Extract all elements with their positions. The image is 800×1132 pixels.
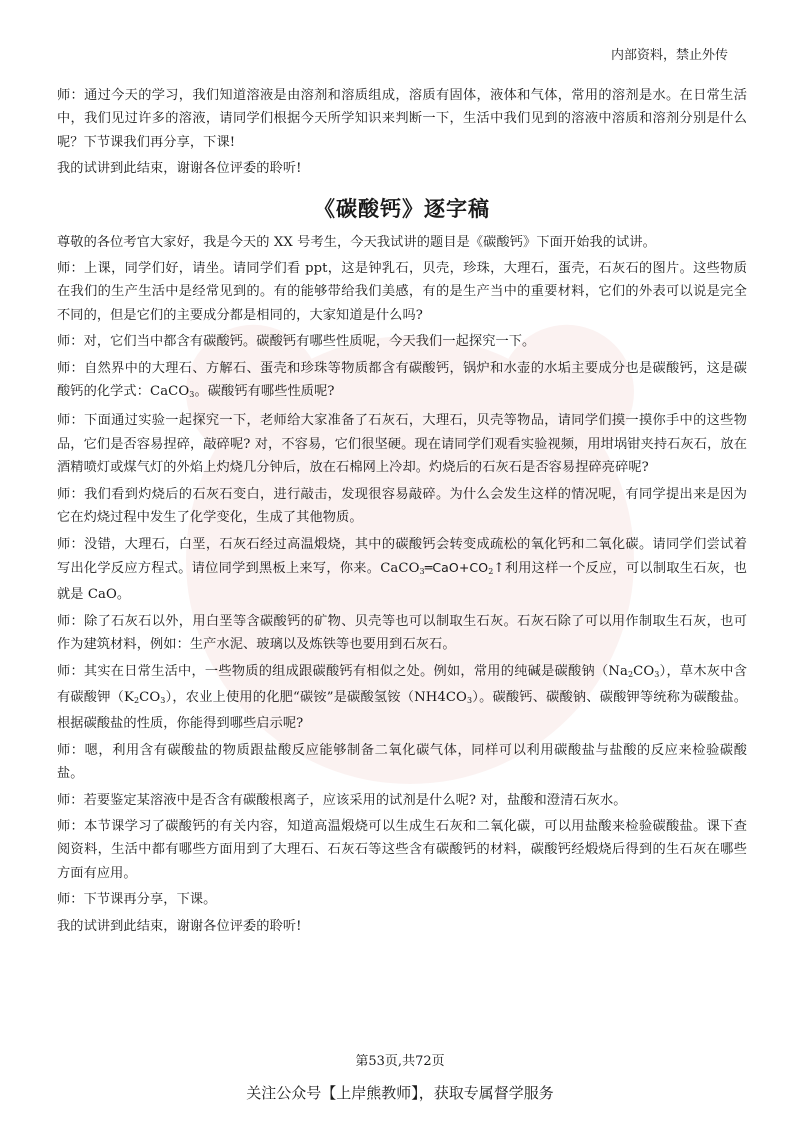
equation-segment: ═CaO+CO — [424, 559, 489, 575]
text-segment: CO — [139, 689, 161, 705]
confidential-note: 内部资料，禁止外传 — [610, 48, 728, 63]
intro-paragraph: 师：通过今天的学习，我们知道溶液是由溶剂和溶质组成，溶质有固体，液体和气体，常用的溶剂是水。在日常生活中，我们见过许多的溶液，请同学们根据今天所学知识来判断一下，生活中我们见到的溶液中溶质和溶剂分别是什么呢？下节课我们再分享，下课! — [57, 88, 747, 150]
paragraph-reagent: 师：若要鉴定某溶液中是否含有碳酸根离子，应该采用的试剂是什么呢? 对，盐酸和澄清石灰水。 — [57, 792, 627, 808]
text-segment: 。碳酸钙有哪些性质呢? — [194, 384, 335, 400]
subscript: 3 — [160, 695, 166, 705]
text-segment: 师：没错，大理石，白垩，石灰石经过高温煅烧，其中的碳酸钙会转变成疏松的氧化钙和二氧化碳。请同学们尝试着写出化学反应方程式。请位同学到黑板上来写，你来。CaCO — [57, 536, 747, 576]
paragraph-class-start: 师：上课，同学们好，请坐。请同学们看 ppt，这是钟乳石，贝壳，珍珠，大理石，蛋壳，石灰石的图片。这些物质在我们的生产生活中是经常见到的。有的能够带给我们美感，有的是生产当中的重要材料，它们的外表可以说是完全不同的，但是它们的主要成分都是相同的，大家知道是什么吗? — [57, 261, 747, 323]
subscript: 3 — [189, 390, 195, 400]
paragraph-formula — [57, 357, 747, 407]
text-segment: ↑利用这样一个反应，可以制取生石灰，也就是 CaO。 — [57, 560, 747, 603]
text-segment: ），草木灰中含有碳酸钾（K — [57, 663, 747, 705]
subscript: 3 — [466, 695, 473, 705]
paragraph-carbonates — [57, 660, 747, 736]
subscript: 2 — [133, 695, 140, 705]
paragraph-greeting: 尊敬的各位考官大家好，我是今天的 XX 号考生，今天我试讲的题目是《碳酸钙》下面开始我的试讲。 — [57, 234, 656, 250]
paragraph-summary: 师：本节课学习了碳酸钙的有关内容，知道高温煅烧可以生成生石灰和二氧化碳，可以用盐酸来检验碳酸盐。课下查阅资料，生活中都有哪些方面用到了大理石、石灰石等这些含有碳酸钙的材料，碳酸钙经煅烧后得到的生石灰在哪些方面有应用。 — [57, 818, 747, 881]
text-segment: CO — [633, 663, 655, 679]
paragraph-equation — [57, 533, 747, 607]
text-segment: 师：其实在日常生活中，一些物质的组成跟碳酸钙有相似之处。例如，常用的纯碱是碳酸钠（Na — [57, 663, 628, 679]
paragraph-closing: 我的试讲到此结束，谢谢各位评委的聆听! — [57, 918, 302, 934]
subscript: 2 — [488, 566, 494, 576]
main-content — [57, 84, 747, 941]
subscript: 3 — [419, 566, 425, 576]
text-segment: ）。碳酸钙、碳酸钠、碳酸钾等统称为碳酸盐。根据碳酸盐的性质，你能得到哪些启示呢? — [57, 689, 748, 732]
subscript: 3 — [654, 669, 660, 679]
paragraph-hydrochloric: 师：嗯，利用含有碳酸盐的物质跟盐酸反应能够制备二氧化碳气体，同样可以利用碳酸盐与盐酸的反应来检验碳酸盐。 — [57, 742, 747, 782]
paragraph-uses: 师：除了石灰石以外，用白垩等含碳酸钙的矿物、贝壳等也可以制取生石灰。石灰石除了可以用作制取生石灰，也可作为建筑材料，例如：生产水泥、玻璃以及炼铁等也要用到石灰石。 — [57, 613, 747, 653]
text-segment: 师：自然界中的大理石、方解石、蛋壳和珍珠等物质都含有碳酸钙，锅炉和水壶的水垢主要成分也是碳酸钙，这是碳酸钙的化学式：CaCO — [57, 360, 747, 400]
article-title: 《碳酸钙》逐字稿 — [314, 196, 490, 221]
footer-promo: 关注公众号【上岸熊教师】，获取专属督学服务 — [246, 1084, 554, 1102]
paragraph-dismiss: 师：下节课再分享，下课。 — [57, 892, 217, 908]
text-segment: ），农业上使用的化肥“碳铵”是碳酸氢铵（NH4CO — [165, 689, 467, 705]
paragraph-answer: 师：对，它们当中都含有碳酸钙。碳酸钙有哪些性质呢，今天我们一起探究一下。 — [57, 334, 536, 350]
paragraph-observation: 师：我们看到灼烧后的石灰石变白，进行敲击，发现很容易敲碎。为什么会发生这样的情况呢，有同学提出来是因为它在灼烧过程中发生了化学变化，生成了其他物质。 — [57, 486, 747, 526]
paragraph-experiment: 师：下面通过实验一起探究一下，老师给大家准备了石灰石，大理石，贝壳等物品，请同学们摸一摸你手中的这些物品，它们是否容易捏碎，敲碎呢? 对，不容易，它们很坚硬。现在请同学们观看实验视频，用坩埚钳夹持石灰石，放在酒精喷灯或煤气灯的外焰上灼烧几分钟后，放在石棉网上冷却。灼烧后的石灰石是否容易捏碎亮碎呢? — [57, 413, 747, 476]
page-number: 第53页,共72页 — [355, 1054, 445, 1069]
subscript: 2 — [627, 669, 634, 679]
intro-closing: 我的试讲到此结束，谢谢各位评委的聆听! — [57, 161, 302, 177]
